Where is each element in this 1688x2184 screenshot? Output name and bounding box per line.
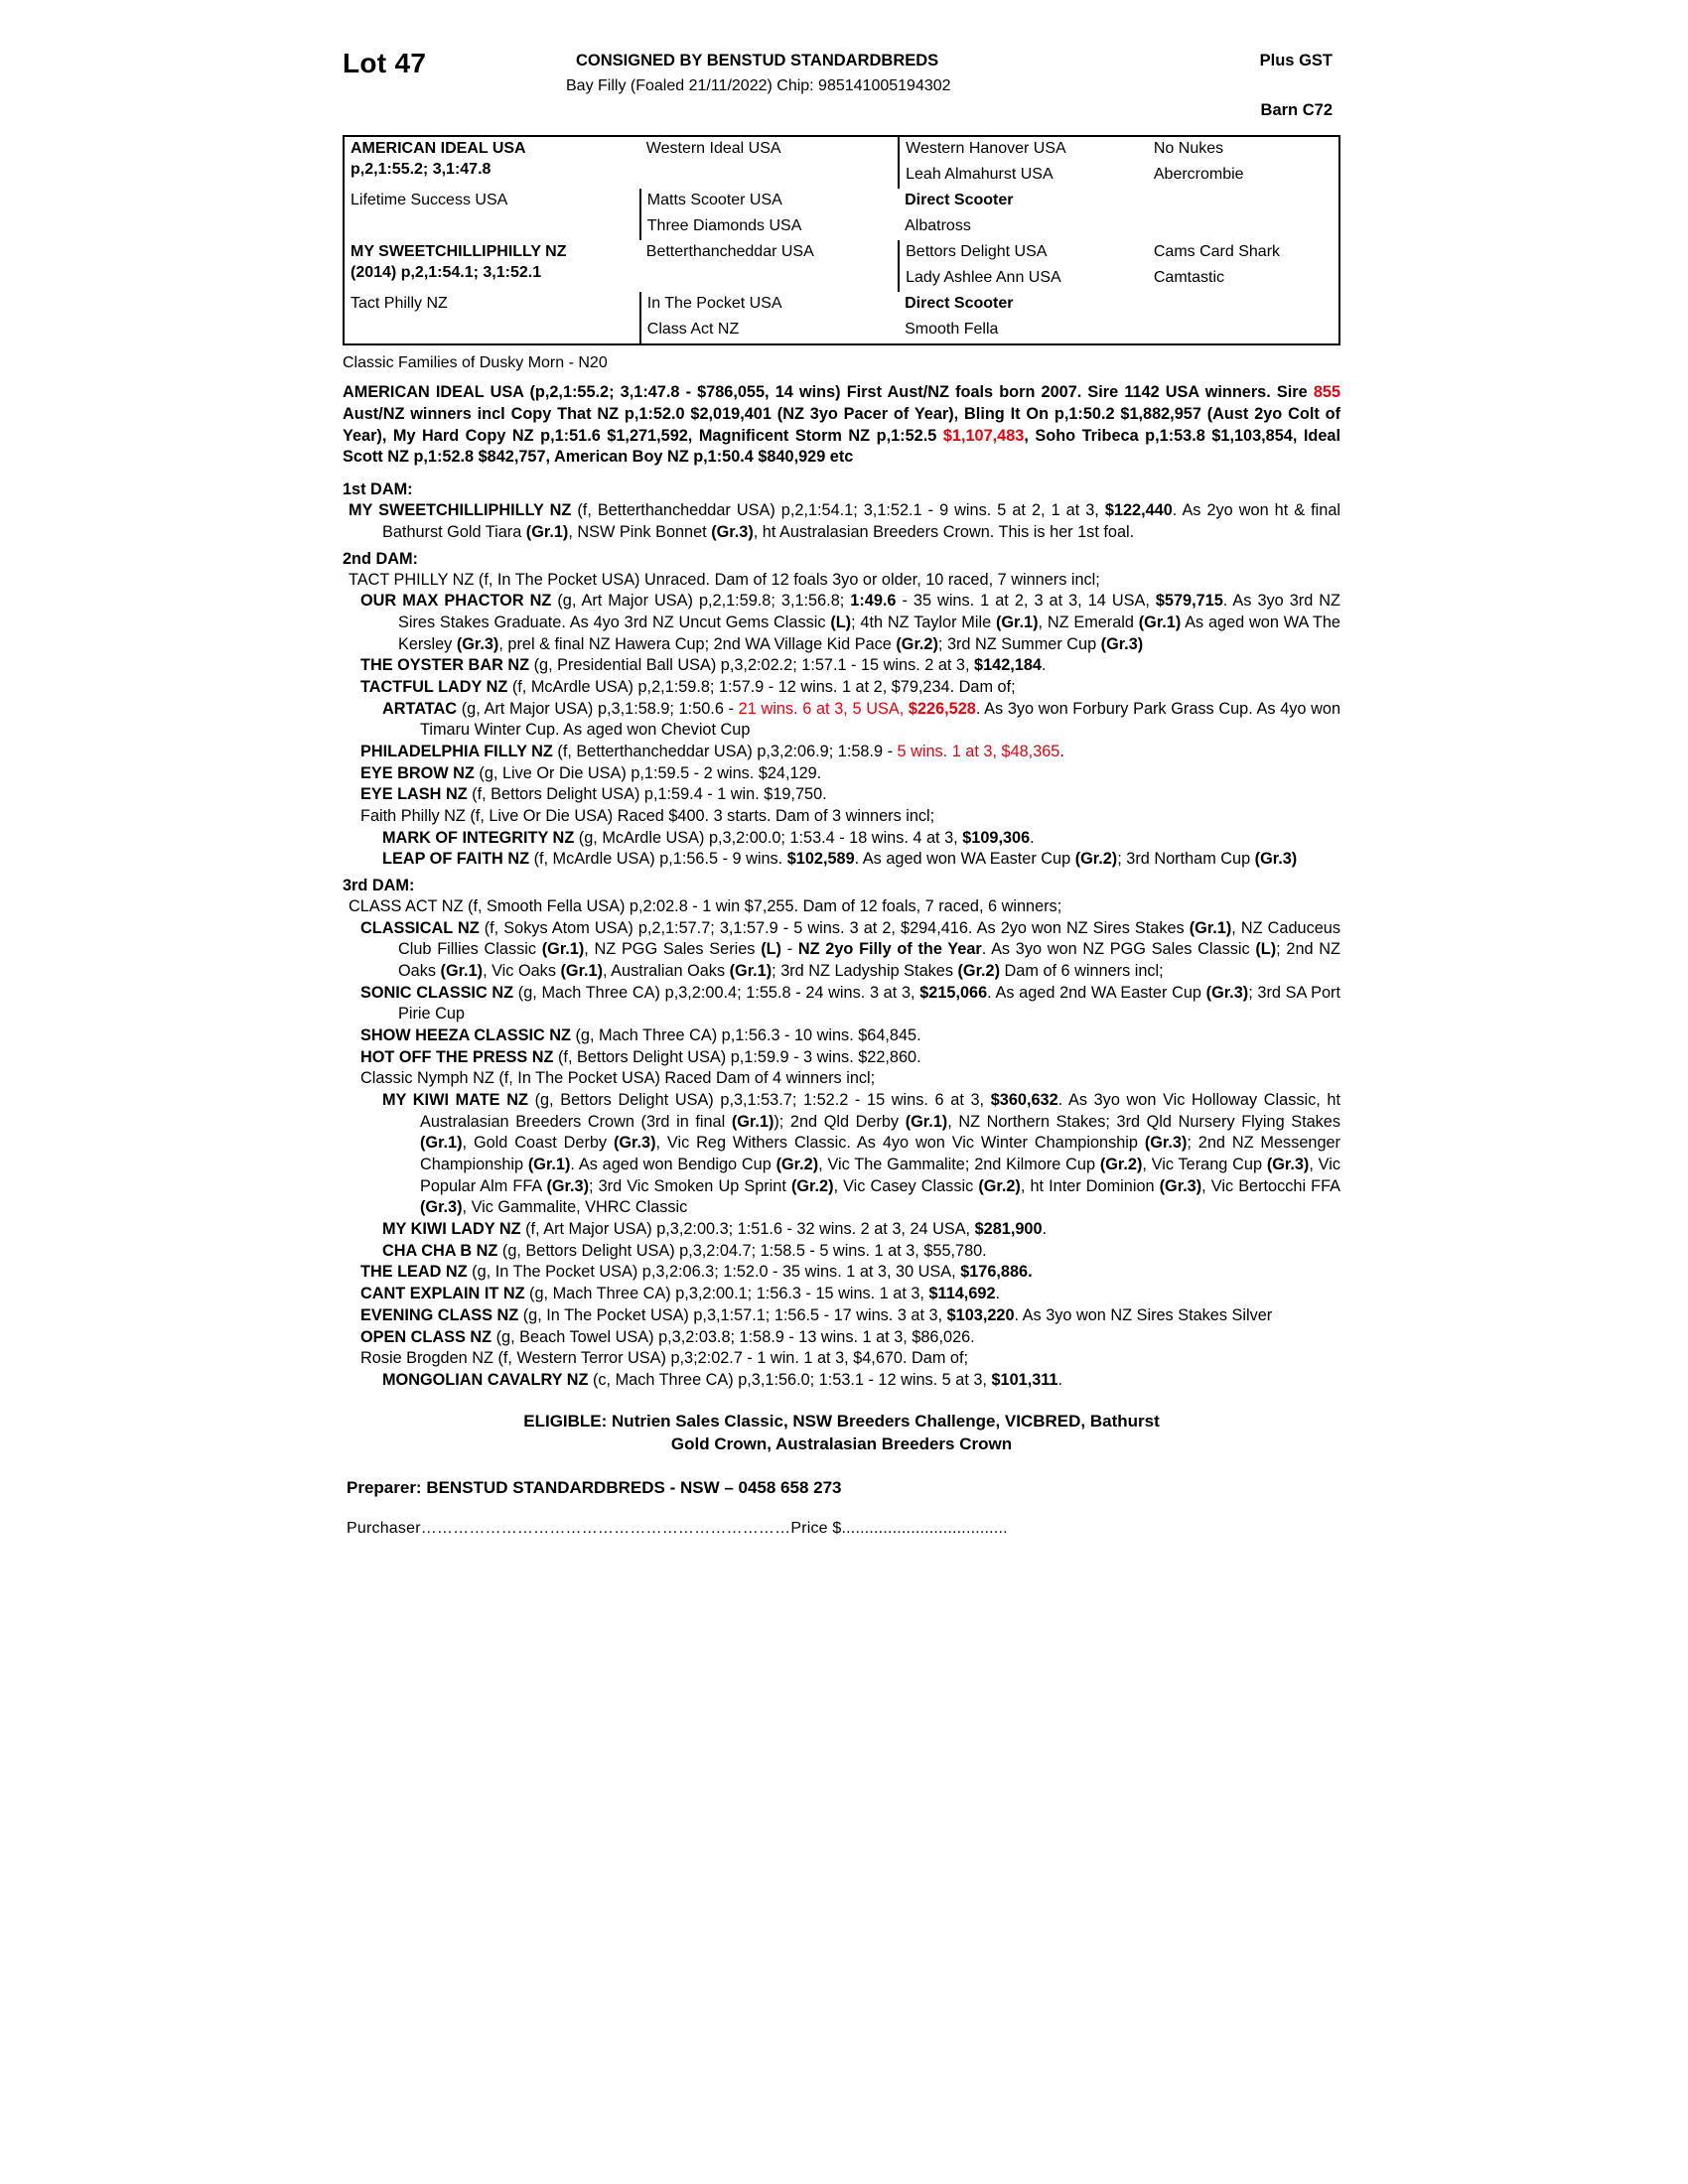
- horse-name: SONIC CLASSIC NZ: [360, 983, 514, 1002]
- sire-production-block: [343, 382, 1340, 469]
- horse-name: ARTATAC: [382, 699, 458, 718]
- gp-3: Matts Scooter USA: [646, 192, 782, 208]
- horse-name: CLASS ACT NZ: [349, 897, 464, 916]
- gp-6: Lady Ashlee Ann USA: [906, 269, 1061, 286]
- pedigree-entry: HOT OFF THE PRESS NZ (f, Bettors Delight USA) p,1:59.9 - 3 wins. $22,860.: [360, 1047, 921, 1066]
- pedigree-entry: EYE BROW NZ (g, Live Or Die USA) p,1:59.5 - 2 wins. $24,129.: [360, 763, 822, 782]
- gp-4: Three Diamonds USA: [646, 217, 802, 234]
- dam-name: MY SWEETCHILLIPHILLY NZ: [351, 243, 567, 260]
- gp-7: In The Pocket USA: [646, 295, 782, 312]
- pedigree-entry: CANT EXPLAIN IT NZ (g, Mach Three CA) p,3,2:00.1; 1:56.3 - 15 wins. 1 at 3, $114,692.: [360, 1285, 1001, 1303]
- pedigree-table: [343, 135, 1340, 345]
- gp-6b: Camtastic: [1153, 269, 1224, 286]
- pedigree-entry: MY KIWI MATE NZ (g, Bettors Delight USA) p,3,1:53.7; 1:52.2 - 15 wins. 6 at 3, $360,632. As 3yo won Vic Holloway Classic, ht Australasian Breeders Crown (3rd in final (Gr.1)); 2nd Qld Derby (Gr.1), NZ Northern Stakes; 3rd Qld Nursery Flying Stakes (Gr.1), Gold Coast Derby (Gr.3), Vic Reg Withers Classic. As 4yo won Vic Winter Championship (Gr.3); 2nd NZ Messenger Championship (Gr.1). As aged won Bendigo Cup (Gr.2), Vic The Gammalite; 2nd Kilmore Cup (Gr.2), Vic Terang Cup (Gr.3), Vic Popular Alm FFA (Gr.3); 3rd Vic Smoken Up Sprint (Gr.2), Vic Casey Classic (Gr.2), ht Inter Dominion (Gr.3), Vic Bertocchi FFA (Gr.3), Vic Gammalite, VHRC Classic: [382, 1091, 1341, 1217]
- pedigree-entry: PHILADELPHIA FILLY NZ (f, Betterthancheddar USA) p,3,2:06.9; 1:58.9 - 5 wins. 1 at 3, $48,365.: [360, 743, 1064, 761]
- pedigree-entry: MY SWEETCHILLIPHILLY NZ (f, Betterthancheddar USA) p,2,1:54.1; 3,1:52.1 - 9 wins. 5 at 2, 1 at 3, $122,440. As 2yo won ht & final Bathurst Gold Tiara (Gr.1), NSW Pink Bonnet (Gr.3), ht Australasian Breeders Crown. This is her 1st foal.: [349, 501, 1341, 541]
- gp-2: Leah Almahurst USA: [906, 166, 1054, 183]
- horse-name: EYE BROW NZ: [360, 763, 475, 782]
- pedigree-entry: CLASS ACT NZ (f, Smooth Fella USA) p,2:02.8 - 1 win $7,255. Dam of 12 foals, 7 raced, 6 winners;: [349, 897, 1062, 916]
- pedigree-entry: Faith Philly NZ (f, Live Or Die USA) Raced $400. 3 starts. Dam of 3 winners incl;: [360, 807, 935, 826]
- sire-text-part1: AMERICAN IDEAL USA (p,2,1:55.2; 3,1:47.8 - $786,055, 14 wins) First Aust/NZ foals born 2007. Sire 1142 USA winners. Sire: [343, 383, 1314, 401]
- table-row: [344, 136, 1339, 163]
- pedigree-entry: MONGOLIAN CAVALRY NZ (c, Mach Three CA) p,3,1:56.0; 1:53.1 - 12 wins. 5 at 3, $101,311.: [382, 1370, 1063, 1389]
- horse-name: TACTFUL LADY NZ: [360, 678, 508, 697]
- horse-name: MARK OF INTEGRITY NZ: [382, 828, 575, 847]
- dam-cell: [344, 240, 640, 292]
- sire-earnings-highlight: $1,107,483: [942, 426, 1025, 445]
- pedigree-entry: SONIC CLASSIC NZ (g, Mach Three CA) p,3,2:00.4; 1:55.8 - 24 wins. 3 at 3, $215,066. As aged 2nd WA Easter Cup (Gr.3); 3rd SA Port Pirie Cup: [360, 983, 1340, 1024]
- pedigree-entry: LEAP OF FAITH NZ (f, McArdle USA) p,1:56.5 - 9 wins. $102,589. As aged won WA Easter Cup (Gr.2); 3rd Northam Cup (Gr.3): [382, 850, 1298, 869]
- sire-text-part2: Aust/NZ winners incl Copy That NZ p,1:52.0 $2,019,401 (NZ 3yo Pacer of Year), Bling It On p,1:50.2 $1,882,957 (Aust 2yo Colt of Year), My Hard Copy NZ p,1:51.6 $1,271,592, Magnificent Storm NZ p,1:52.5: [343, 404, 1340, 445]
- gp-1b: No Nukes: [1153, 140, 1224, 157]
- dam-sire-cell: Betterthancheddar USA: [640, 240, 899, 292]
- gp-8b: Smooth Fella: [905, 321, 999, 338]
- horse-name: MONGOLIAN CAVALRY NZ: [382, 1370, 589, 1389]
- pedigree-entry: Rosie Brogden NZ (f, Western Terror USA) p,3;2:02.7 - 1 win. 1 at 3, $4,670. Dam of;: [360, 1349, 969, 1368]
- sire-sire-cell: Western Ideal USA: [640, 136, 899, 189]
- dam-heading: 1st DAM:: [343, 480, 413, 499]
- eligibility-block: [343, 1410, 1340, 1457]
- dam-heading: 3rd DAM:: [343, 877, 415, 895]
- gp-5: Bettors Delight USA: [906, 243, 1048, 260]
- barn-label: Barn C72: [1260, 101, 1333, 119]
- horse-name: THE LEAD NZ: [360, 1263, 468, 1282]
- horse-name: MY KIWI MATE NZ: [382, 1091, 528, 1110]
- pedigree-entry: Classic Nymph NZ (f, In The Pocket USA) Raced Dam of 4 winners incl;: [360, 1069, 876, 1088]
- horse-name: Faith Philly NZ: [360, 807, 466, 826]
- sire-name: AMERICAN IDEAL USA: [351, 140, 526, 157]
- horse-name: EYE LASH NZ: [360, 785, 468, 804]
- eligibility-line-2: Gold Crown, Australasian Breeders Crown: [670, 1434, 1013, 1454]
- dam-dam-cell: Tact Philly NZ: [344, 292, 640, 344]
- gp-3b: Direct Scooter: [905, 192, 1014, 208]
- pedigree-entry: THE LEAD NZ (g, In The Pocket USA) p,3,2:06.3; 1:52.0 - 35 wins. 1 at 3, 30 USA, $176,886.: [360, 1263, 1033, 1282]
- dam-record: (2014) p,2,1:54.1; 3,1:52.1: [351, 264, 542, 282]
- horse-name: EVENING CLASS NZ: [360, 1305, 519, 1324]
- horse-name: CLASSICAL NZ: [360, 918, 480, 937]
- classic-families-line: Classic Families of Dusky Morn - N20: [343, 354, 608, 371]
- plus-gst-label: Plus GST: [1259, 52, 1333, 69]
- dam-sections: [343, 480, 1340, 1391]
- lot-number: Lot 47: [343, 48, 427, 78]
- horse-name: THE OYSTER BAR NZ: [360, 656, 530, 675]
- table-row: [344, 189, 1339, 214]
- sire-winners-count: 855: [1313, 383, 1340, 401]
- page-header: [343, 40, 1340, 129]
- gp-1: Western Hanover USA: [906, 140, 1066, 157]
- preparer-line: Preparer: BENSTUD STANDARDBREDS - NSW – 0458 658 273: [347, 1478, 842, 1498]
- animal-description: Bay Filly (Foaled 21/11/2022) Chip: 985141005194302: [566, 77, 951, 94]
- horse-name: OPEN CLASS NZ: [360, 1327, 492, 1346]
- horse-name: LEAP OF FAITH NZ: [382, 850, 530, 869]
- pedigree-entry: CLASSICAL NZ (f, Sokys Atom USA) p,2,1:57.7; 3,1:57.9 - 5 wins. 3 at 2, $294,416. As 2yo won NZ Sires Stakes (Gr.1), NZ Caduceus Club Fillies Classic (Gr.1), NZ PGG Sales Series (L) - NZ 2yo Filly of the Year. As 3yo won NZ PGG Sales Classic (L); 2nd NZ Oaks (Gr.1), Vic Oaks (Gr.1), Australian Oaks (Gr.1); 3rd NZ Ladyship Stakes (Gr.2) Dam of 6 winners incl;: [360, 918, 1340, 981]
- pedigree-entry: MARK OF INTEGRITY NZ (g, McArdle USA) p,3,2:00.0; 1:53.4 - 18 wins. 4 at 3, $109,306.: [382, 828, 1035, 847]
- table-row: [344, 240, 1339, 266]
- dam-heading: 2nd DAM:: [343, 549, 418, 568]
- pedigree-entry: TACT PHILLY NZ (f, In The Pocket USA) Unraced. Dam of 12 foals 3yo or older, 10 raced, 7 winners incl;: [349, 570, 1100, 589]
- horse-name: SHOW HEEZA CLASSIC NZ: [360, 1026, 571, 1045]
- gp-8: Class Act NZ: [646, 321, 740, 338]
- gp-4b: Albatross: [905, 217, 971, 234]
- page-content: [343, 40, 1340, 1538]
- horse-name: CHA CHA B NZ: [382, 1241, 498, 1260]
- table-row: [344, 292, 1339, 318]
- consignor-line: CONSIGNED BY BENSTUD STANDARDBREDS: [576, 52, 939, 69]
- horse-name: MY KIWI LADY NZ: [382, 1220, 521, 1239]
- pedigree-entry: EVENING CLASS NZ (g, In The Pocket USA) p,3,1:57.1; 1:56.5 - 17 wins. 3 at 3, $103,220. As 3yo won NZ Sires Stakes Silver: [360, 1305, 1273, 1324]
- horse-name: Rosie Brogden NZ: [360, 1349, 493, 1368]
- sire-record: p,2,1:55.2; 3,1:47.8: [351, 161, 492, 179]
- horse-name: CANT EXPLAIN IT NZ: [360, 1285, 525, 1303]
- sire-text-part3: , Soho Tribeca p,1:53.8 $1,103,854, Ideal Scott NZ p,1:52.8 $842,757, American Boy NZ p,1:50.4 $840,929 etc: [343, 426, 1340, 467]
- gp-5b: Cams Card Shark: [1153, 243, 1281, 260]
- sire-dam-cell: Lifetime Success USA: [344, 189, 640, 240]
- pedigree-entry: ARTATAC (g, Art Major USA) p,3,1:58.9; 1:50.6 - 21 wins. 6 at 3, 5 USA, $226,528. As 3yo won Forbury Park Grass Cup. As 4yo won Timaru Winter Cup. As aged won Cheviot Cup: [382, 699, 1340, 740]
- horse-name: Classic Nymph NZ: [360, 1069, 494, 1088]
- purchaser-line: Purchaser……………………………………………………………Price $....................................: [347, 1520, 1008, 1538]
- pedigree-entry: CHA CHA B NZ (g, Bettors Delight USA) p,3,2:04.7; 1:58.5 - 5 wins. 1 at 3, $55,780.: [382, 1241, 987, 1260]
- pedigree-entry: THE OYSTER BAR NZ (g, Presidential Ball USA) p,3,2:02.2; 1:57.1 - 15 wins. 2 at 3, $142,184.: [360, 656, 1047, 675]
- horse-name: OUR MAX PHACTOR NZ: [360, 592, 552, 611]
- eligibility-line-1: ELIGIBLE: Nutrien Sales Classic, NSW Breeders Challenge, VICBRED, Bathurst: [523, 1411, 1160, 1431]
- horse-name: HOT OFF THE PRESS NZ: [360, 1047, 554, 1066]
- pedigree-entry: TACTFUL LADY NZ (f, McArdle USA) p,2,1:59.8; 1:57.9 - 12 wins. 1 at 2, $79,234. Dam of;: [360, 678, 1016, 697]
- pedigree-entry: EYE LASH NZ (f, Bettors Delight USA) p,1:59.4 - 1 win. $19,750.: [360, 785, 827, 804]
- pedigree-entry: MY KIWI LADY NZ (f, Art Major USA) p,3,2:00.3; 1:51.6 - 32 wins. 2 at 3, 24 USA, $281,900.: [382, 1220, 1048, 1239]
- horse-name: TACT PHILLY NZ: [349, 570, 475, 589]
- sire-cell: [344, 136, 640, 189]
- pedigree-entry: SHOW HEEZA CLASSIC NZ (g, Mach Three CA) p,1:56.3 - 10 wins. $64,845.: [360, 1026, 921, 1045]
- horse-name: PHILADELPHIA FILLY NZ: [360, 743, 553, 761]
- gp-7b: Direct Scooter: [905, 295, 1014, 312]
- horse-name: MY SWEETCHILLIPHILLY NZ: [349, 501, 572, 520]
- pedigree-entry: OPEN CLASS NZ (g, Beach Towel USA) p,3,2:03.8; 1:58.9 - 13 wins. 1 at 3, $86,026.: [360, 1327, 975, 1346]
- gp-2b: Abercrombie: [1153, 166, 1244, 183]
- pedigree-entry: OUR MAX PHACTOR NZ (g, Art Major USA) p,2,1:59.8; 3,1:56.8; 1:49.6 - 35 wins. 1 at 2, 3 at 3, 14 USA, $579,715. As 3yo 3rd NZ Sires Stakes Graduate. As 4yo 3rd NZ Uncut Gems Classic (L); 4th NZ Taylor Mile (Gr.1), NZ Emerald (Gr.1) As aged won WA The Kersley (Gr.3), prel & final NZ Hawera Cup; 2nd WA Village Kid Pace (Gr.2); 3rd NZ Summer Cup (Gr.3): [360, 592, 1340, 653]
